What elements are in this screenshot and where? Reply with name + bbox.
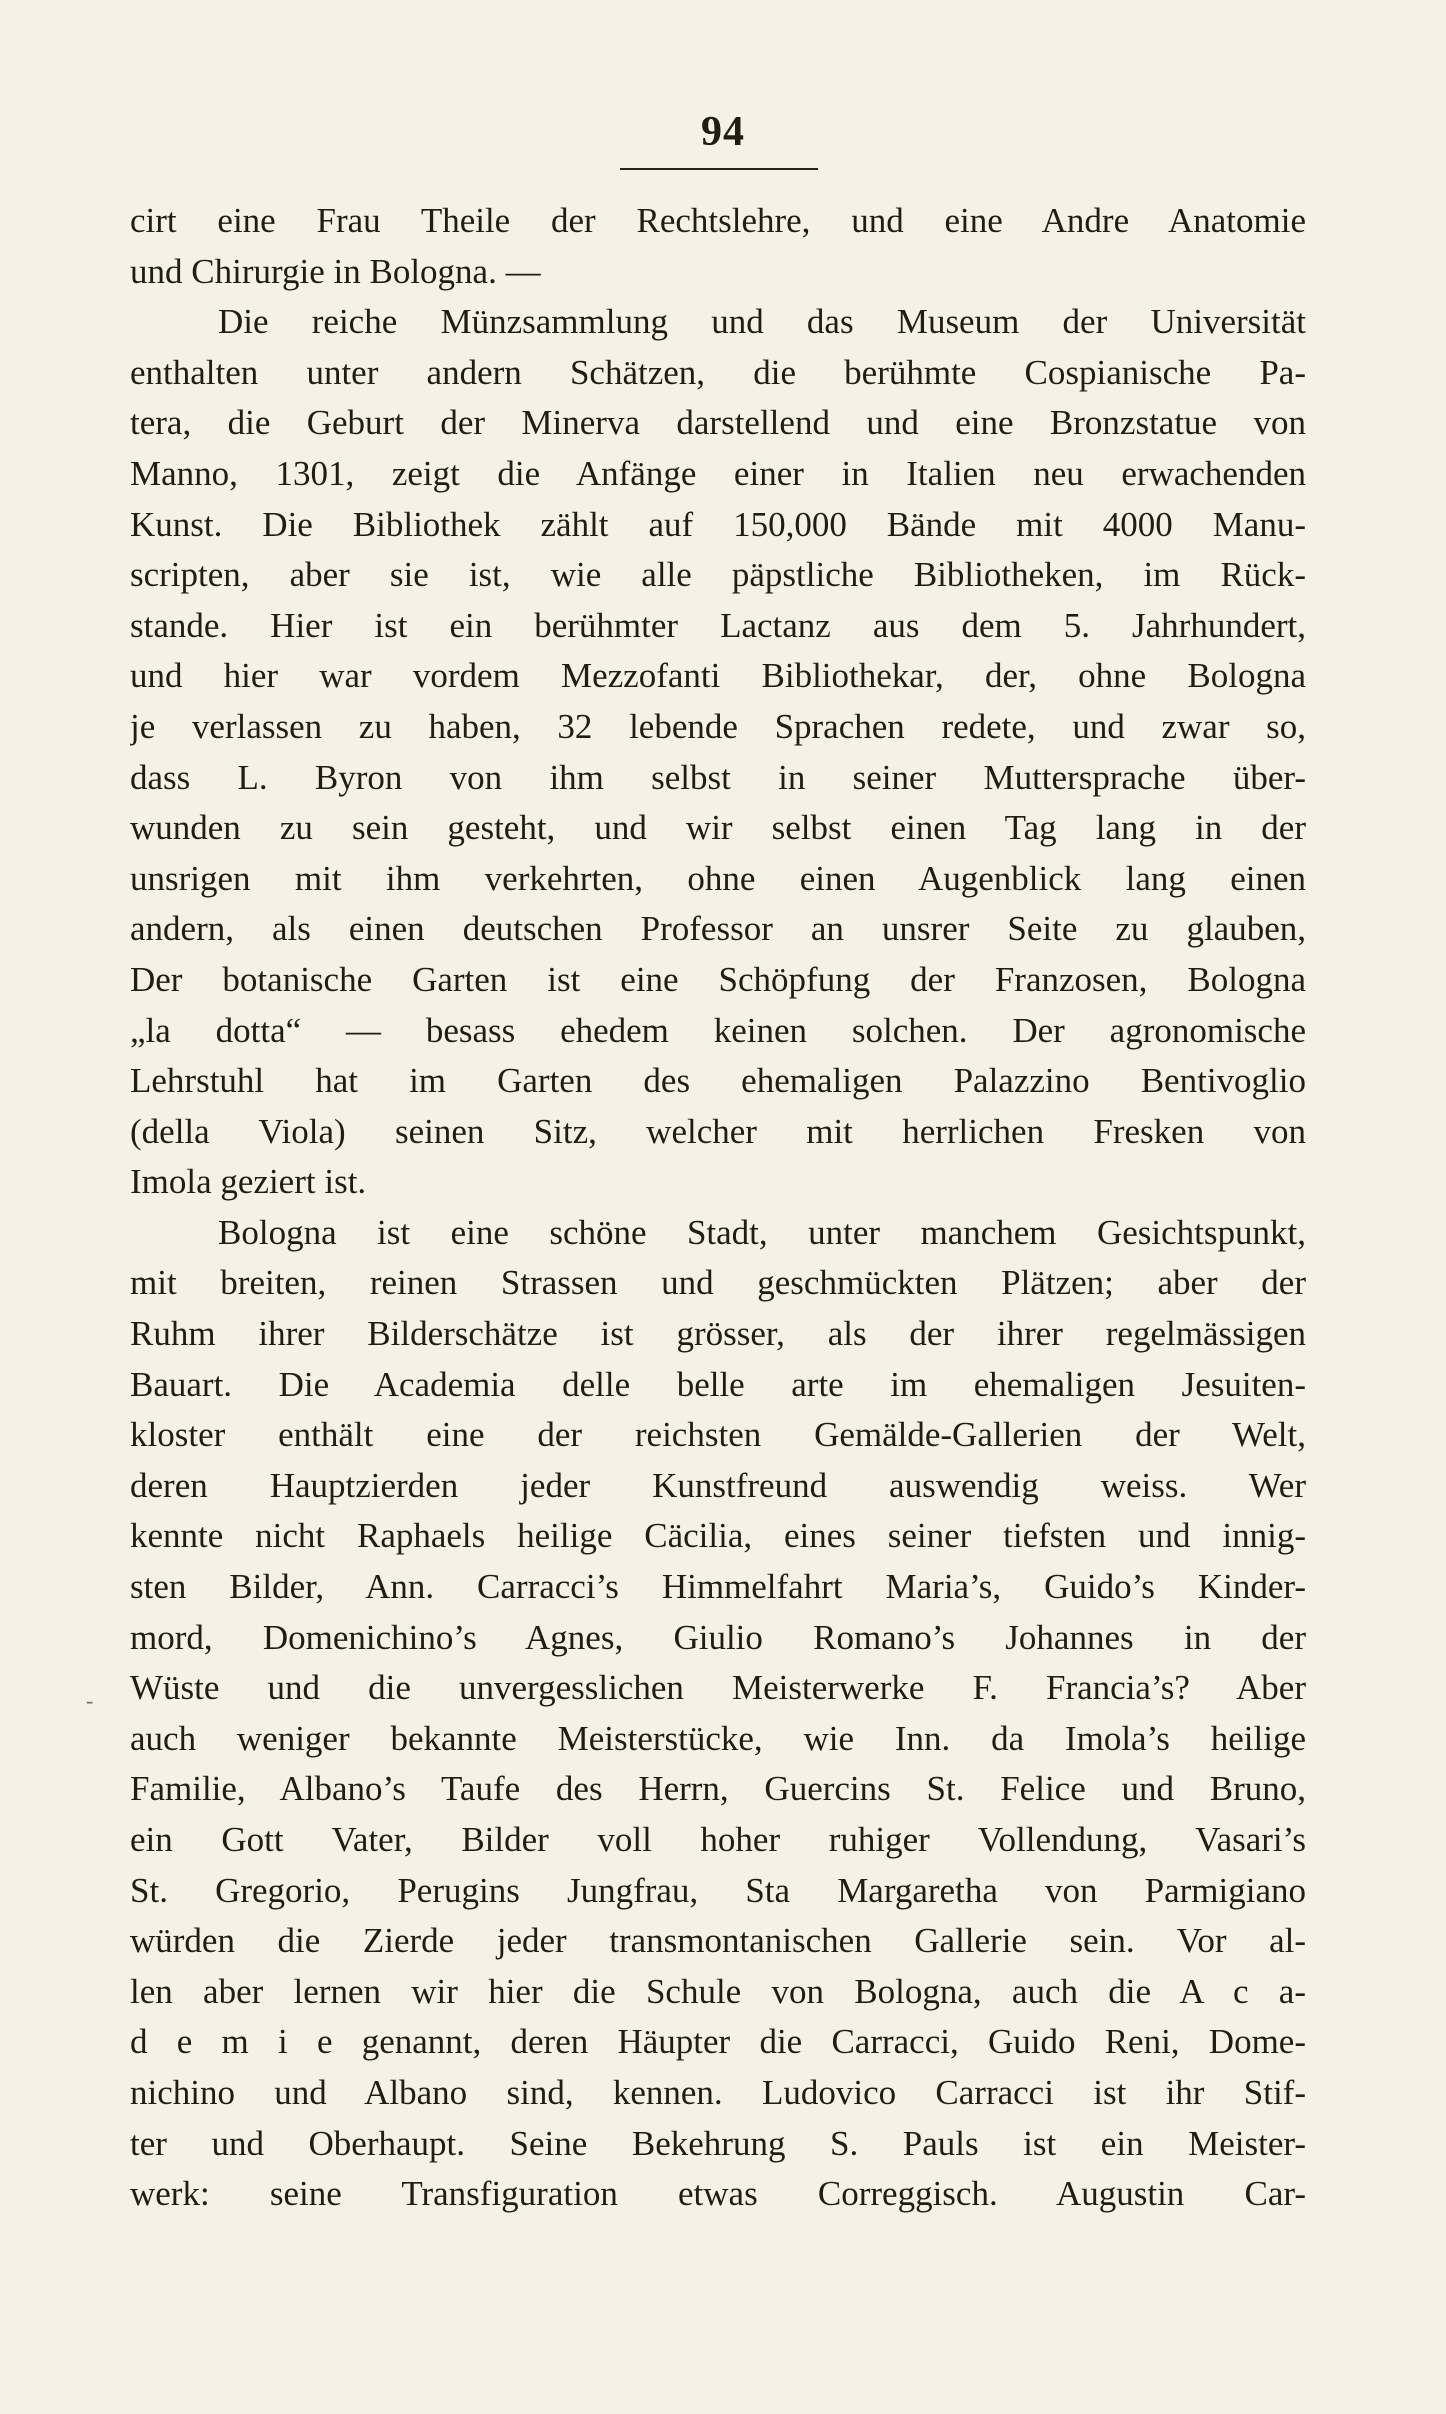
text-line: deren Hauptzierden jeder Kunstfreund auswendig weiss. Wer	[130, 1465, 1306, 1505]
text-line: Imola geziert ist.	[130, 1162, 367, 1202]
text-line: stande. Hier ist ein berühmter Lactanz aus dem 5. Jahrhundert,	[130, 605, 1306, 645]
text-line: tera, die Geburt der Minerva darstellend und eine Bronzstatue von	[130, 403, 1306, 443]
text-line: nichino und Albano sind, kennen. Ludovico Carracci ist ihr Stif-	[130, 2072, 1306, 2112]
text-line: „la dotta“ — besass ehedem keinen solchen. Der agronomische	[130, 1010, 1306, 1050]
text-line: je verlassen zu haben, 32 lebende Sprachen redete, und zwar so,	[130, 706, 1306, 746]
text-line: kloster enthält eine der reichsten Gemälde-Gallerien der Welt,	[130, 1415, 1306, 1455]
text-line: d e m i e genannt, deren Häupter die Carracci, Guido Reni, Dome-	[130, 2022, 1306, 2062]
text-line: cirt eine Frau Theile der Rechtslehre, und eine Andre Anatomie	[130, 201, 1306, 240]
text-line: ter und Oberhaupt. Seine Bekehrung S. Pauls ist ein Meister-	[130, 2123, 1306, 2163]
text-line: Die reiche Münzsammlung und das Museum der Universität	[218, 302, 1306, 342]
text-line: andern, als einen deutschen Professor an unsrer Seite zu glauben,	[130, 909, 1306, 949]
text-line: scripten, aber sie ist, wie alle päpstliche Bibliotheken, im Rück-	[130, 555, 1306, 595]
text-line: Manno, 1301, zeigt die Anfänge einer in Italien neu erwachenden	[130, 453, 1306, 493]
text-line: mit breiten, reinen Strassen und geschmückten Plätzen; aber der	[130, 1263, 1306, 1303]
text-line: und Chirurgie in Bologna. —	[130, 251, 541, 291]
header-rule	[620, 168, 818, 170]
text-line: Bologna ist eine schöne Stadt, unter manchem Gesichtspunkt,	[218, 1212, 1306, 1252]
margin-mark: -	[86, 1688, 94, 1713]
text-line: ein Gott Vater, Bilder voll hoher ruhiger Vollendung, Vasari’s	[130, 1820, 1306, 1859]
text-line: len aber lernen wir hier die Schule von Bologna, auch die A c a-	[130, 1971, 1306, 2011]
text-line: unsrigen mit ihm verkehrten, ohne einen Augenblick lang einen	[130, 858, 1306, 898]
text-line: sten Bilder, Ann. Carracci’s Himmelfahrt Maria’s, Guido’s Kinder-	[130, 1567, 1306, 1607]
text-line: auch weniger bekannte Meisterstücke, wie Inn. da Imola’s heilige	[130, 1718, 1306, 1758]
text-line: (della Viola) seinen Sitz, welcher mit herrlichen Fresken von	[130, 1111, 1306, 1151]
text-line: Familie, Albano’s Taufe des Herrn, Guercins St. Felice und Bruno,	[130, 1769, 1306, 1809]
text-line: kennte nicht Raphaels heilige Cäcilia, eines seiner tiefsten und innig-	[130, 1516, 1306, 1556]
text-line: mord, Domenichino’s Agnes, Giulio Romano’s Johannes in der	[130, 1617, 1306, 1657]
text-line: würden die Zierde jeder transmontanischen Gallerie sein. Vor al-	[130, 1921, 1306, 1961]
text-line: und hier war vordem Mezzofanti Bibliothekar, der, ohne Bologna	[130, 656, 1306, 696]
text-line: werk: seine Transfiguration etwas Correggisch. Augustin Car-	[130, 2174, 1306, 2214]
text-line: dass L. Byron von ihm selbst in seiner Muttersprache über-	[130, 757, 1306, 797]
text-line: Kunst. Die Bibliothek zählt auf 150,000 Bände mit 4000 Manu-	[130, 504, 1306, 544]
page-number: 94	[701, 109, 745, 155]
text-line: Der botanische Garten ist eine Schöpfung der Franzosen, Bologna	[130, 959, 1306, 999]
text-line: Lehrstuhl hat im Garten des ehemaligen Palazzino Bentivoglio	[130, 1061, 1306, 1101]
text-line: Bauart. Die Academia delle belle arte im ehemaligen Jesuiten-	[130, 1364, 1306, 1404]
text-line: wunden zu sein gesteht, und wir selbst einen Tag lang in der	[130, 808, 1306, 848]
text-line: Wüste und die unvergesslichen Meisterwerke F. Francia’s? Aber	[130, 1668, 1306, 1708]
text-line: Ruhm ihrer Bilderschätze ist grösser, als der ihrer regelmässigen	[130, 1314, 1306, 1354]
text-line: St. Gregorio, Perugins Jungfrau, Sta Margaretha von Parmigiano	[130, 1870, 1306, 1910]
body-text	[130, 196, 1306, 2220]
text-line: enthalten unter andern Schätzen, die berühmte Cospianische Pa-	[130, 352, 1306, 392]
